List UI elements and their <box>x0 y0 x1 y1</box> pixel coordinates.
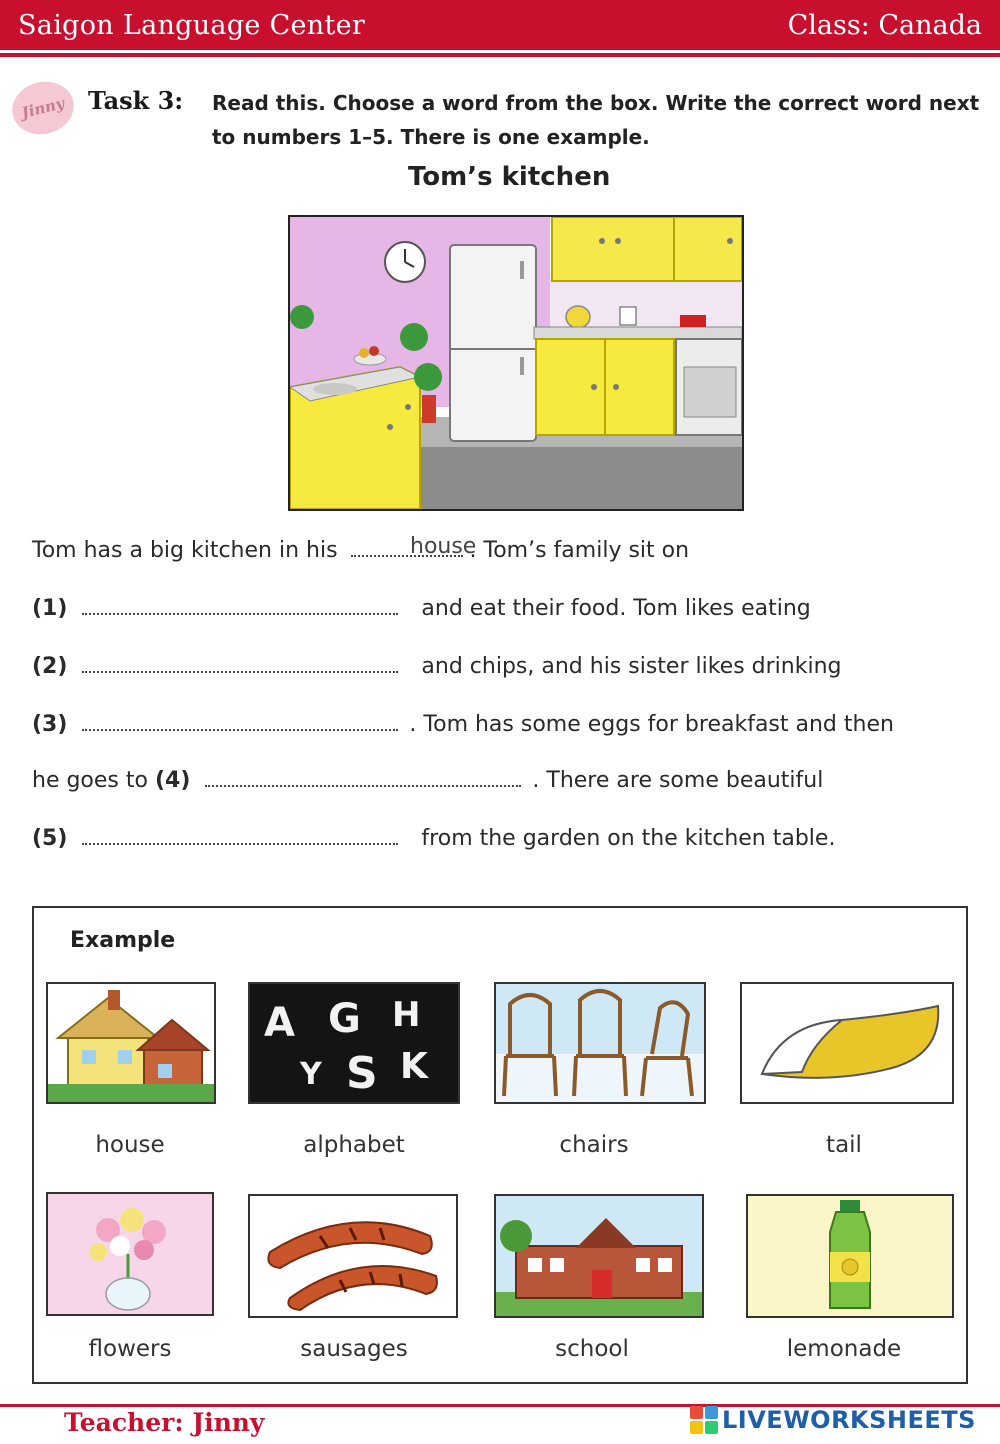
class-name: Class: Canada <box>787 10 982 41</box>
task-instructions: Read this. Choose a word from the box. Write the correct word next to numbers 1–5. There is one example. <box>212 91 980 149</box>
passage-text: from the garden on the kitchen table. <box>421 826 836 851</box>
passage-text: . Tom has some eggs for breakfast and then <box>409 712 894 737</box>
alphabet-letter: G <box>328 996 361 1042</box>
question-number: (2) <box>32 654 68 679</box>
passage-text: Tom has a big kitchen in his <box>32 538 338 563</box>
answer-blank-3[interactable] <box>82 713 398 731</box>
passage-text: he goes to <box>32 768 148 793</box>
word-alphabet: alphabet <box>303 1132 405 1158</box>
word-chairs: chairs <box>559 1132 629 1158</box>
liveworksheets-logo <box>690 1406 976 1434</box>
answer-blank-5[interactable] <box>82 827 398 845</box>
alphabet-letter: A <box>264 1000 295 1046</box>
task-label: Task 3: <box>88 86 184 115</box>
passage-text: and eat their food. Tom likes eating <box>421 596 811 621</box>
alphabet-letter: S <box>346 1048 378 1099</box>
question-number: (1) <box>32 596 68 621</box>
flowers-picture <box>46 1192 214 1316</box>
school-picture <box>494 1194 704 1318</box>
alphabet-picture <box>248 982 460 1104</box>
alphabet-letter: H <box>392 995 421 1035</box>
passage-line-5 <box>32 826 835 851</box>
question-number: (3) <box>32 712 68 737</box>
word-house: house <box>95 1132 165 1158</box>
passage-line-1 <box>32 596 811 621</box>
liveworksheets-icon <box>690 1406 718 1434</box>
question-number: (4) <box>154 768 191 793</box>
tail-picture <box>740 982 954 1104</box>
word-tail: tail <box>826 1132 862 1158</box>
passage-text: . There are some beautiful <box>532 768 824 793</box>
passage-line-0 <box>32 538 689 563</box>
kitchen-illustration <box>288 215 744 511</box>
word-flowers: flowers <box>88 1336 172 1362</box>
answer-blank-4[interactable] <box>205 769 521 787</box>
example-answer: house <box>410 534 477 559</box>
example-label: Example <box>70 928 176 953</box>
lemonade-picture <box>746 1194 954 1318</box>
word-lemonade: lemonade <box>786 1336 902 1362</box>
header-divider <box>0 53 1000 57</box>
header-bar <box>0 0 1000 50</box>
passage-text: and chips, and his sister likes drinking <box>421 654 842 679</box>
word-school: school <box>555 1336 629 1362</box>
passage-text: . Tom’s family sit on <box>469 538 690 563</box>
passage-line-4 <box>32 768 823 793</box>
jinny-logo: Jinny <box>7 75 80 140</box>
sausages-picture <box>248 1194 458 1318</box>
picture-title: Tom’s kitchen <box>408 162 611 192</box>
teacher-name: Teacher: Jinny <box>64 1408 265 1437</box>
word-sausages: sausages <box>300 1336 408 1362</box>
house-picture <box>46 982 216 1104</box>
chairs-picture <box>494 982 706 1104</box>
answer-blank-2[interactable] <box>82 655 398 673</box>
school-name: Saigon Language Center <box>18 10 366 41</box>
brand-name: LIVEWORKSHEETS <box>722 1406 976 1434</box>
alphabet-letter: K <box>400 1046 428 1087</box>
question-number: (5) <box>32 826 68 851</box>
passage-line-2 <box>32 654 842 679</box>
alphabet-letter: Y <box>300 1057 322 1092</box>
passage-line-3 <box>32 712 894 737</box>
answer-blank-1[interactable] <box>82 597 398 615</box>
